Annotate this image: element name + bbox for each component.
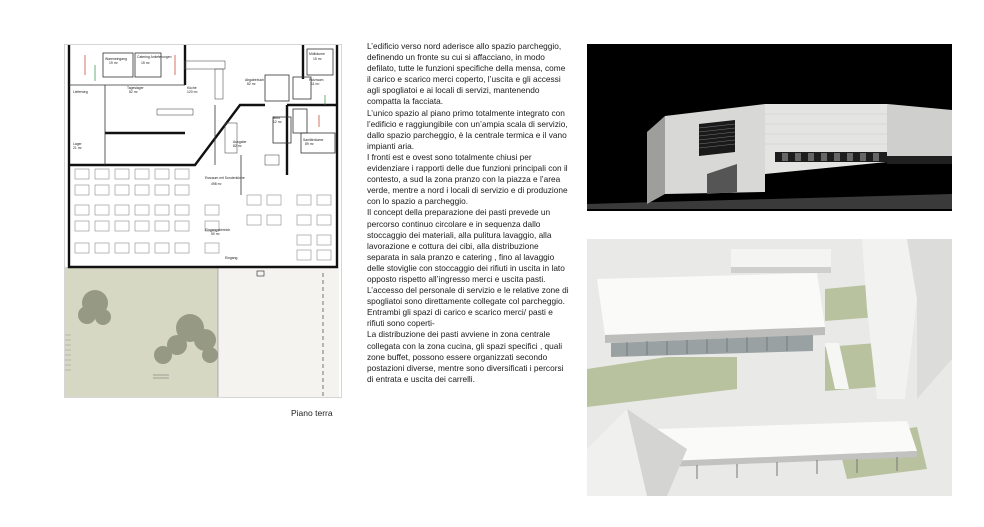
label-lager2-area: 21 m² — [73, 146, 82, 150]
label-muell-area: 15 m² — [313, 57, 322, 61]
paragraph: L’accesso del personale di servizio e le relative zone di spogliatoi sono direttamente collegate col parcheggio. — [367, 285, 569, 307]
floor-plan — [64, 44, 342, 398]
label-eingang-area: 50 m² — [211, 232, 220, 236]
label-catering: Catering Anlieferungen — [137, 55, 172, 59]
flow-arrows — [85, 55, 319, 127]
label-lager: Tageslager — [127, 86, 144, 90]
paved-area — [218, 267, 339, 397]
label-catering-area: 15 m² — [141, 61, 150, 65]
label-abgabe: Abgabebuch — [245, 78, 265, 82]
label-sanitaer-area: 89 m² — [305, 142, 314, 146]
paragraph: L’unico spazio al piano primo totalmente integrato con l’edificio e raggiungibile con un’ampia scala di servizio, dallo spazio parcheggio, è la centrale termica e il vano impianti aria. — [367, 107, 568, 151]
paragraph: La distribuzione dei pasti avviene in zona centrale collegata con la zona cucina, gli spazi specifici , quali zone buffet, possono essere organizzati secondo postazioni diverse, mentre sono diversificati i percorsi di entrata e uscita dei carrelli. — [367, 329, 564, 384]
label-buero-area: 12 m² — [273, 120, 282, 124]
aerial-render-image — [587, 239, 952, 496]
label-putzraum-area: 11 m² — [311, 82, 320, 86]
label-ausgabe-area: 82 m² — [233, 144, 242, 148]
floor-plan-drawing — [65, 45, 341, 397]
label-lager2: Lager — [73, 142, 82, 146]
label-lager-area: 82 m² — [129, 90, 138, 94]
paragraph: L’edificio verso nord aderisce allo spazio parcheggio, definendo un fronte su cui si affacciano, in modo defilato, tutte le funzioni specifiche della mensa, come il carico e scarico merci coperto, l’uscita e gli accessi agli spogliatoi e ai locali di servizi, mantenendo compatta la facciata. — [367, 41, 566, 107]
label-sanitaer: Sanitärräume — [303, 138, 324, 142]
label-kueche-area: 120 m² — [187, 90, 198, 94]
label-muell: Müllräume — [309, 52, 325, 56]
paragraph: Il concept della preparazione dei pasti prevede un percorso continuo circolare e in sequenza dallo stoccaggio dei materiali, alla pulitura lavaggio, alla lavorazione e cottura dei cibi, alla distribuzione separata in sala pranzo e catering , fino al lavaggio delle stoviglie con stoccaggio dei rifiuti in uscita in lato opposto rispetto all’ingresso merci e uscita pasti. — [367, 207, 565, 284]
facade-render-image — [587, 44, 952, 211]
kitchen-equipment — [157, 61, 279, 165]
plan-caption: Piano terra — [291, 408, 333, 418]
label-eingang: Eingangsbereich — [205, 228, 231, 232]
description-text — [367, 41, 569, 385]
label-waren-area: 19 m² — [109, 61, 118, 65]
paragraph: I fronti est e ovest sono totalmente chiusi per evidenziare i rapporti delle due funzioni principali con il contesto, a sud la zona pranzo con la piazza e l’area verde, mentre a nord i locali di servizio e di produzione con lo spazio a parcheggio. — [367, 151, 568, 207]
paragraph: Entrambi gli spazi di carico e scarico merci/ pasti e rifiuti sono coperti- — [367, 307, 553, 329]
label-speisesaal-area: 498 m² — [211, 182, 222, 186]
label-eingang-tag: Eingang — [225, 256, 238, 260]
label-speisesaal: Essraum mit Sonderküche — [205, 176, 245, 180]
render-facade — [587, 44, 952, 211]
label-buero: Büro — [273, 116, 281, 120]
label-lieferweg: Lieferweg — [73, 90, 88, 94]
label-putzraum: Putzraum — [309, 78, 324, 82]
label-ausgabe: Ausgabe — [233, 140, 247, 144]
label-abgabe-area: 82 m² — [247, 82, 256, 86]
dining-tables — [75, 169, 331, 260]
render-aerial — [587, 239, 952, 496]
label-kueche: Küche — [187, 86, 197, 90]
walls — [69, 45, 337, 267]
label-waren: Wareneingang — [105, 57, 127, 61]
